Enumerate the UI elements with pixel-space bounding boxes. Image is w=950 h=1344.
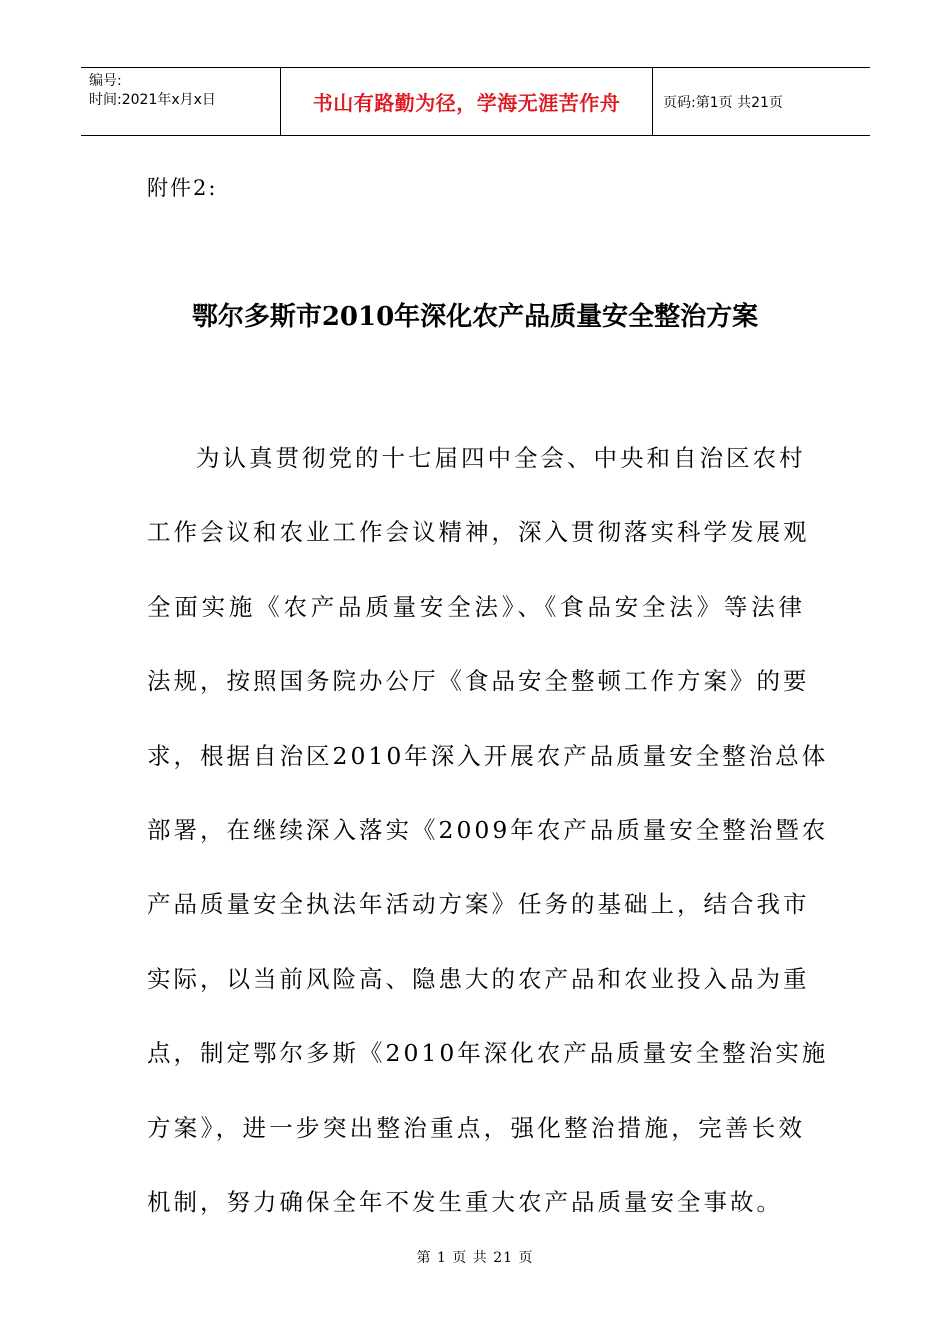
body-line: 方案》，进一步突出整治重点，强化整治措施，完善长效	[147, 1113, 805, 1142]
document-title: 鄂尔多斯市2010年深化农产品质量安全整治方案	[191, 302, 759, 332]
page-footer: 第 1 页 共 21 页	[416, 1250, 534, 1266]
body-line: 产品质量安全执法年活动方案》任务的基础上，结合我市	[147, 890, 810, 919]
body-line: 为认真贯彻党的十七届四中全会、中央和自治区农村	[196, 444, 806, 472]
header-page-info: 页码:第1页 共21页	[663, 94, 783, 111]
body-line: 点，制定鄂尔多斯《2010年深化农产品质量安全整治实施	[147, 1039, 829, 1068]
body-line: 实际，以当前风险高、隐患大的农产品和农业投入品为重	[147, 964, 810, 993]
body-line: 求，根据自治区2010年深入开展农产品质量安全整治总体	[147, 741, 829, 770]
attachment-label: 附件2:	[147, 176, 218, 200]
header-motto: 书山有路勤为径，学海无涯苦作舟	[281, 68, 653, 135]
body-line: 工作会议和农业工作会议精神，深入贯彻落实科学发展观	[147, 518, 810, 547]
body-paragraph	[147, 421, 829, 1239]
document-header	[81, 67, 870, 136]
body-line: 部署，在继续深入落实《2009年农产品质量安全整治暨农	[147, 815, 829, 844]
body-line: 全面实施《农产品质量安全法》、《食品安全法》等法律	[147, 592, 805, 621]
header-meta	[81, 68, 281, 135]
date-label: 时间:2021年x月x日	[89, 92, 216, 108]
number-label: 编号:	[89, 73, 122, 89]
body-line: 机制，努力确保全年不发生重大农产品质量安全事故。	[147, 1187, 783, 1216]
body-line: 法规，按照国务院办公厅《食品安全整顿工作方案》的要	[147, 667, 810, 696]
